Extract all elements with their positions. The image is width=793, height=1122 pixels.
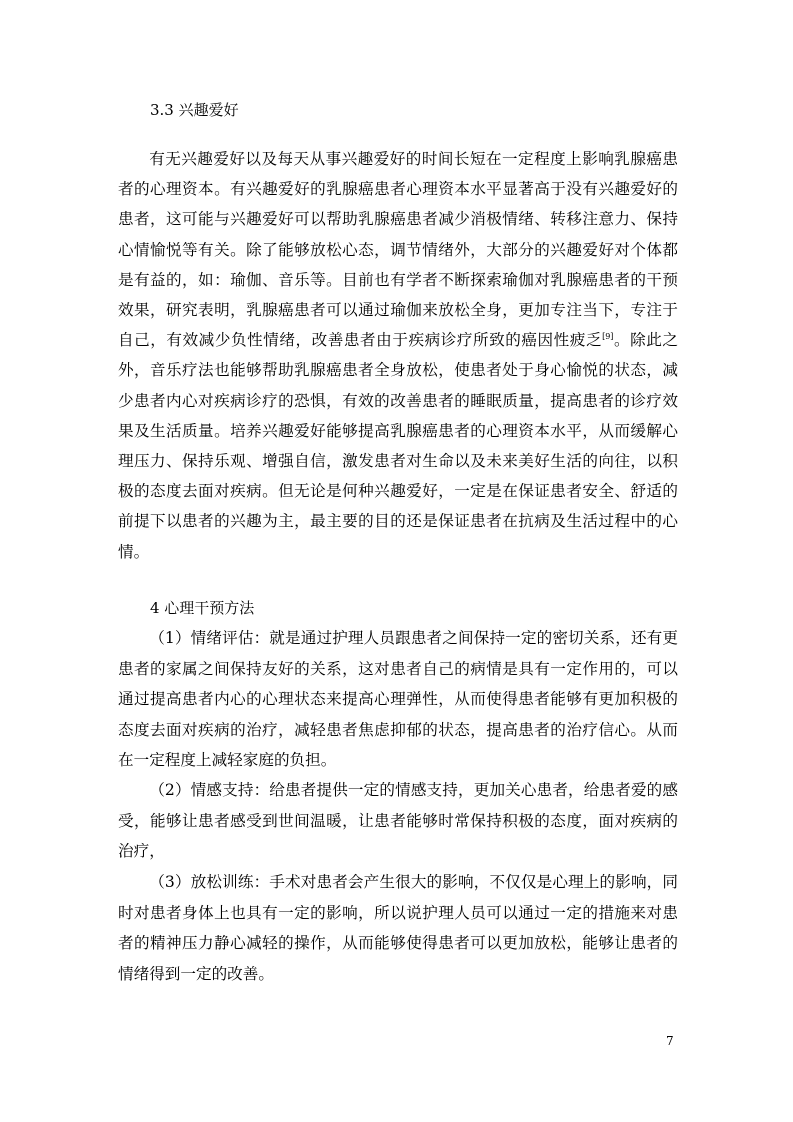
section-3-3-paragraph xyxy=(118,144,678,567)
intervention-item-2: （2）情感支持：给患者提供一定的情感支持，更加关心患者，给患者爱的感受，能够让患者感受到世间温暖，让患者能够时常保持积极的态度，面对疾病的治疗， xyxy=(118,781,678,860)
section-heading-4: 4 心理干预方法 xyxy=(150,599,255,617)
paragraph-text-part2: 。除此之外，音乐疗法也能够帮助乳腺癌患者全身放松，使患者处于身心愉悦的状态，减少患者内心对疾病诊疗的恐惧，有效的改善患者的睡眠质量，提高患者的诊疗效果及生活质量。培养兴趣爱好能够提高乳腺癌患者的心理资本水平，从而缓解心理压力、保持乐观、增强自信，激发患者对生命以及未来美好生活的向往，以积极的态度去面对疾病。但无论是何种兴趣爱好，一定是在保证患者安全、舒适的前提下以患者的兴趣为主，最主要的目的还是保证患者在抗病及生活过程中的心情。 xyxy=(118,331,678,561)
intervention-item-3: （3）放松训练：手术对患者会产生很大的影响，不仅仅是心理上的影响，同时对患者身体上也具有一定的影响，所以说护理人员可以通过一定的措施来对患者的精神压力静心减轻的操作，从而能够使得患者可以更加放松，能够让患者的情绪得到一定的改善。 xyxy=(118,873,678,983)
page-number: 7 xyxy=(666,1034,674,1048)
intervention-item-1: （1）情绪评估：就是通过护理人员跟患者之间保持一定的密切关系，还有更患者的家属之间保持友好的关系，这对患者自己的病情是具有一定作用的，可以通过提高患者内心的心理状态来提高心理弹性，从而使得患者能够有更加积极的态度去面对疾病的治疗，减轻患者焦虑抑郁的状态，提高患者的治疗信心。从而在一定程度上减轻家庭的负担。 xyxy=(118,629,678,769)
citation-reference: [9] xyxy=(602,332,614,342)
section-heading-3-3: 3.3 兴趣爱好 xyxy=(150,101,239,119)
paragraph-text-part1: 有无兴趣爱好以及每天从事兴趣爱好的时间长短在一定程度上影响乳腺癌患者的心理资本。有兴趣爱好的乳腺癌患者心理资本水平显著高于没有兴趣爱好的患者，这可能与兴趣爱好可以帮助乳腺癌患者减少消极情绪、转移注意力、保持心情愉悦等有关。除了能够放松心态，调节情绪外，大部分的兴趣爱好对个体都是有益的，如：瑜伽、音乐等。目前也有学者不断探索瑜伽对乳腺癌患者的干预效果，研究表明，乳腺癌患者可以通过瑜伽来放松全身，更加专注当下，专注于自己，有效减少负性情绪，改善患者由于疾病诊疗所致的癌因性疲乏 xyxy=(118,150,678,350)
